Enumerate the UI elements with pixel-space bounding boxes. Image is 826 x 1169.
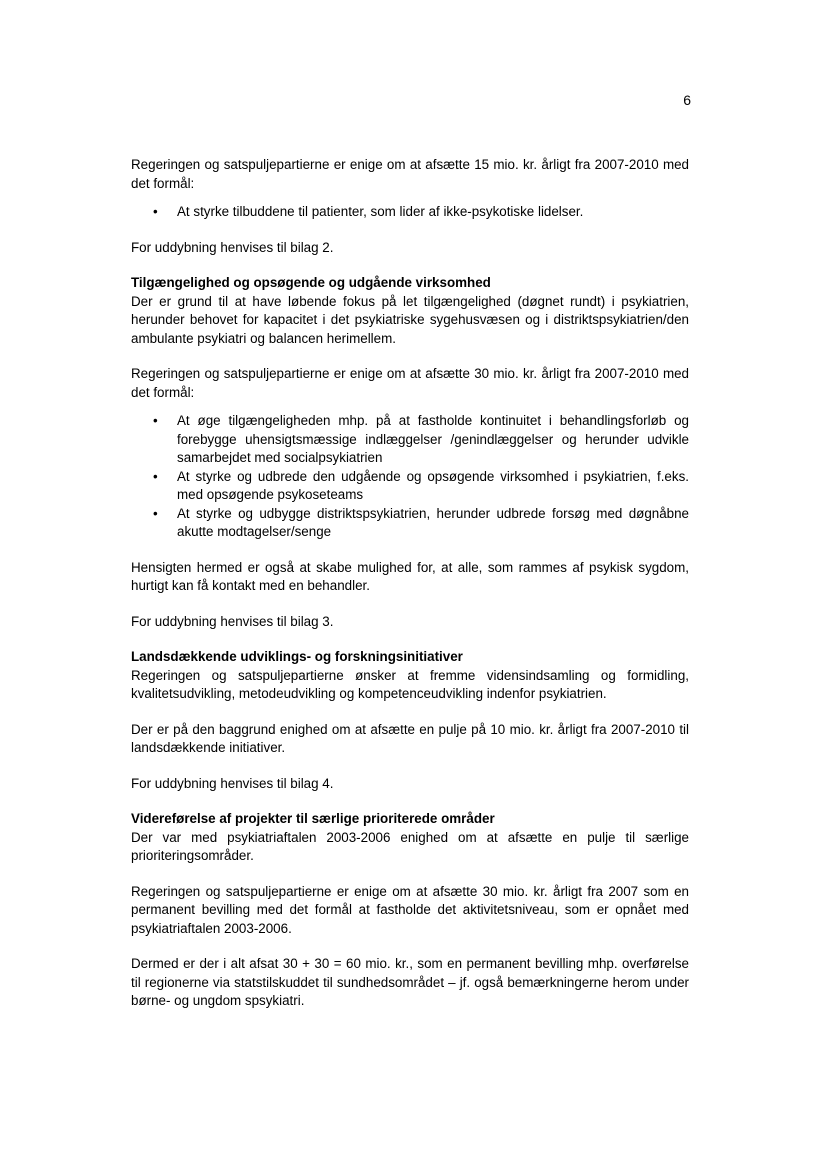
paragraph-bilag-4: For uddybning henvises til bilag 4. [131, 775, 334, 791]
list-item-text: At styrke tilbuddene til patienter, som lider af ikke-psykotiske lidelser. [177, 204, 584, 219]
list-item-text: At styrke og udbrede den udgående og opsøgende virksomhed i psykiatrien, f.eks. med opsøgende psykoseteams [177, 468, 689, 502]
paragraph-i-alt-afsat: Dermed er der i alt afsat 30 + 30 = 60 mio. kr., som en permanent bevilling mhp. overførelse til regionerne via statstilskuddet til sundhedsområdet – jf. også bemærkningerne herom under børne- og ungdom spsykiatri. [131, 956, 689, 1008]
page-number: 6 [683, 92, 691, 108]
list-item [131, 505, 689, 542]
bullet-icon: • [153, 505, 158, 521]
section-heading-tilgaengelighed: Tilgængelighed og opsøgende og udgående virksomhed [131, 275, 491, 290]
paragraph-bilag-2: For uddybning henvises til bilag 2. [131, 239, 334, 255]
list-item-text: At øge tilgængeligheden mhp. på at fastholde kontinuitet i behandlingsforløb og forebygge uhensigtsmæssige indlæggelser /genindlæggelser og herunder udvikle samarbejdet med socialpsykiatrien [177, 413, 689, 465]
list-item [131, 412, 689, 468]
paragraph-hensigten: Hensigten hermed er også at skabe mulighed for, at alle, som rammes af psykisk sygdom, hurtigt kan få kontakt med en behandler. [131, 559, 689, 593]
paragraph-tilgaengelighed: Der er grund til at have løbende fokus på let tilgængelighed (døgnet rundt) i psykiatrien, herunder behovet for kapacitet i det psykiatriske sygehusvæsen og i distriktspsykiatrien/den ambulante psykiatri og balancen herimellem. [131, 293, 689, 346]
list-item-text: At styrke og udbygge distriktspsykiatrien, herunder udbrede forsøg med døgnåbne akutte modtagelser/senge [177, 505, 689, 539]
paragraph-psykiatriaftalen: Der var med psykiatriaftalen 2003-2006 enighed om at afsætte en pulje til særlige prioriteringsområder. [131, 829, 689, 863]
list-item [131, 468, 689, 505]
document-body [131, 156, 689, 1011]
list-item [131, 203, 689, 222]
paragraph-budget-30: Regeringen og satspuljepartierne er enige om at afsætte 30 mio. kr. årligt fra 2007-2010 med det formål: [131, 366, 689, 400]
bullet-list-1 [131, 203, 689, 222]
bullet-list-2 [131, 412, 689, 542]
paragraph-landsdaekkende: Regeringen og satspuljepartierne ønsker at fremme vidensindsamling og formidling, kvalitetsudvikling, metodeudvikling og kompetenceudvikling indenfor psykiatrien. [131, 667, 689, 701]
bullet-icon: • [153, 204, 158, 219]
bullet-icon: • [153, 413, 158, 428]
paragraph-budget-15: Regeringen og satspuljepartierne er enige om at afsætte 15 mio. kr. årligt fra 2007-2010 med det formål: [131, 157, 689, 191]
paragraph-bilag-3: For uddybning henvises til bilag 3. [131, 613, 334, 629]
paragraph-permanent-bevilling: Regeringen og satspuljepartierne er enige om at afsætte 30 mio. kr. årligt fra 2007 som en permanent bevilling med det formål at fastholde det aktivitetsniveau, som er opnået med psykiatriaftalen 2003-2006. [131, 883, 689, 936]
section-heading-viderefoerelse: Videreførelse af projekter til særlige prioriterede områder [131, 811, 495, 826]
section-heading-landsdaekkende: Landsdækkende udviklings- og forskningsinitiativer [131, 649, 463, 664]
paragraph-pulje-10: Der er på den baggrund enighed om at afsætte en pulje på 10 mio. kr. årligt fra 2007-2010 til landsdækkende initiativer. [131, 721, 689, 755]
bullet-icon: • [153, 468, 158, 484]
